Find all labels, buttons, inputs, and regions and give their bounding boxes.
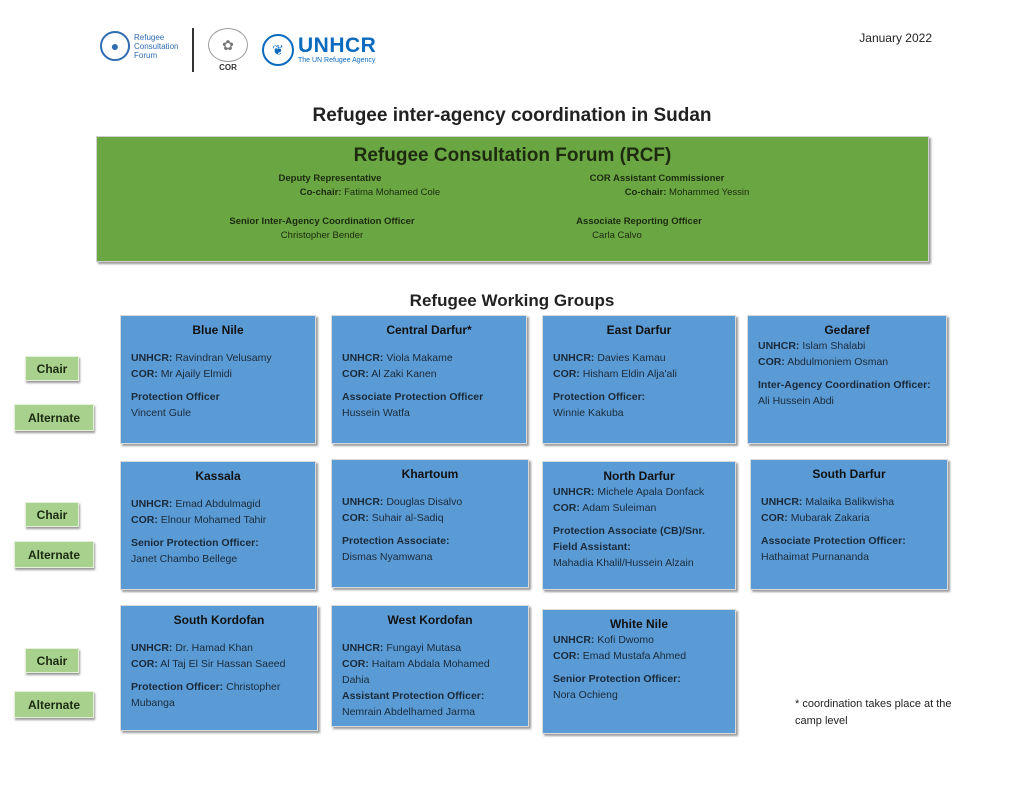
group-unhcr-chair: UNHCR: Douglas Disalvo [342, 496, 463, 508]
group-name: East Darfur [606, 323, 672, 337]
cor-logo-text: COR [219, 63, 237, 72]
person-icon: ● [100, 31, 130, 61]
group-name: North Darfur [603, 469, 675, 483]
unhcr-logo-text: UNHCR [298, 34, 377, 57]
page-title: Refugee inter-agency coordination in Sudan [312, 105, 712, 126]
group-alternate-role: Assistant Protection Officer: [342, 690, 485, 702]
chair-label-row-1: Chair [25, 356, 79, 381]
group-name: Central Darfur* [386, 323, 472, 337]
group-alternate-role: Senior Protection Officer: [553, 673, 681, 685]
group-alternate-name: Ali Hussein Abdi [758, 395, 834, 407]
group-alternate-name: Nemrain Abdelhamed Jarma [342, 706, 476, 718]
rcf-left-name-2: Christopher Bender [280, 230, 364, 241]
rcf-left-name-1: Co-chair: Fatima Mohamed Cole [299, 187, 441, 198]
group-cor-chair: COR: Al Taj El Sir Hassan Saeed [131, 658, 286, 670]
group-white-nile [542, 609, 736, 734]
rcf-right-name-2: Carla Calvo [592, 230, 642, 241]
group-unhcr-chair: UNHCR: Dr. Hamad Khan [131, 642, 253, 654]
group-name: Blue Nile [192, 323, 244, 337]
group-alternate-role: Protection Associate (CB)/Snr. Field Assistant: [553, 525, 705, 553]
rcf-right-name-1: Co-chair: Mohammed Yessin [624, 187, 750, 198]
group-alternate-name: Nora Ochieng [553, 689, 618, 701]
group-cor-chair: COR: Abdulmoniem Osman [758, 356, 889, 368]
group-alternate-role: Protection Associate: [342, 535, 450, 547]
unhcr-tagline: The UN Refugee Agency [298, 57, 376, 64]
footnote: * coordination takes place at the camp level [795, 698, 952, 727]
group-alternate-name: Hussein Watfa [342, 407, 410, 419]
group-unhcr-chair: UNHCR: Fungayi Mutasa [342, 642, 462, 654]
group-name: Kassala [195, 469, 241, 483]
group-alternate: Protection Officer: Christopher Mubanga [131, 681, 281, 709]
group-khartoum [331, 459, 529, 588]
group-cor-chair: COR: Elnour Mohamed Tahir [131, 514, 267, 526]
rcf-left-role-2: Senior Inter-Agency Coordination Officer [229, 216, 415, 227]
group-name: Gedaref [824, 323, 870, 337]
group-cor-chair: COR: Haitam Abdala Mohamed Dahia [342, 658, 490, 686]
group-cor-chair: COR: Mubarak Zakaria [761, 512, 870, 524]
rcf-logo [100, 28, 190, 64]
group-cor-chair: COR: Mr Ajaily Elmidi [131, 368, 232, 380]
group-name: White Nile [609, 617, 668, 631]
group-unhcr-chair: UNHCR: Kofi Dwomo [553, 634, 654, 646]
group-cor-chair: COR: Suhair al-Sadiq [342, 512, 444, 524]
group-alternate-name: Janet Chambo Bellege [131, 553, 238, 565]
group-unhcr-chair: UNHCR: Emad Abdulmagid [131, 498, 261, 510]
group-west-kordofan [331, 605, 529, 727]
seal-icon: ✿ [208, 28, 248, 62]
document-date: January 2022 [859, 31, 932, 45]
group-cor-chair: COR: Adam Suleiman [553, 502, 657, 514]
rcf-title: Refugee Consultation Forum (RCF) [353, 145, 672, 166]
group-unhcr-chair: UNHCR: Viola Makame [342, 352, 453, 364]
group-name: West Kordofan [387, 613, 473, 627]
rcf-right-role-2: Associate Reporting Officer [576, 216, 702, 227]
group-alternate-name: Hathaimat Purnananda [761, 551, 869, 563]
group-unhcr-chair: UNHCR: Michele Apala Donfack [553, 486, 705, 498]
group-gedaref [747, 315, 947, 444]
chair-label-row-2: Chair [25, 502, 79, 527]
rcf-right-role-1: COR Assistant Commissioner [589, 173, 725, 184]
group-cor-chair: COR: Hisham Eldin Alja'ali [553, 368, 677, 380]
rcf-logo-line-1: Refugee [134, 32, 165, 42]
rcf-left-role-1: Deputy Representative [278, 173, 382, 184]
group-alternate-role: Associate Protection Officer [342, 391, 484, 403]
group-alternate-role: Protection Officer: [553, 391, 646, 403]
group-name: South Kordofan [173, 613, 265, 627]
logo-divider [192, 28, 194, 72]
group-central-darfur [331, 315, 527, 444]
group-south-kordofan [120, 605, 318, 731]
group-alternate-name: Vincent Gule [131, 407, 191, 419]
group-cor-chair: COR: Al Zaki Kanen [342, 368, 437, 380]
cor-logo [206, 28, 250, 74]
group-alternate-name: Dismas Nyamwana [342, 551, 433, 563]
group-name: South Darfur [812, 467, 886, 481]
chair-label-row-3: Chair [25, 648, 79, 673]
rcf-logo-line-3: Forum [134, 50, 158, 60]
group-south-darfur [750, 459, 948, 590]
rcf-panel [96, 136, 929, 262]
group-east-darfur [542, 315, 736, 444]
group-unhcr-chair: UNHCR: Davies Kamau [553, 352, 666, 364]
group-alternate-name: Mahadia Khalil/Hussein Alzain [553, 557, 694, 569]
group-cor-chair: COR: Emad Mustafa Ahmed [553, 650, 687, 662]
group-name: Khartoum [401, 467, 459, 481]
group-north-darfur [542, 461, 736, 590]
group-alternate-role: Protection Officer [131, 391, 220, 403]
group-kassala [120, 461, 316, 590]
group-unhcr-chair: UNHCR: Ravindran Velusamy [131, 352, 272, 364]
alternate-label-row-3: Alternate [14, 691, 94, 718]
group-alternate-role: Associate Protection Officer: [761, 535, 906, 547]
unhcr-logo [262, 30, 392, 70]
alternate-label-row-1: Alternate [14, 404, 94, 431]
group-unhcr-chair: UNHCR: Islam Shalabi [758, 340, 866, 352]
rcf-logo-line-2: Consultation [134, 41, 179, 51]
group-blue-nile [120, 315, 316, 444]
group-alternate-role: Inter-Agency Coordination Officer: [758, 379, 931, 391]
group-alternate-name: Winnie Kakuba [553, 407, 624, 419]
group-alternate-role: Senior Protection Officer: [131, 537, 259, 549]
unhcr-emblem-icon: ❦ [262, 34, 294, 66]
alternate-label-row-2: Alternate [14, 541, 94, 568]
group-unhcr-chair: UNHCR: Malaika Balikwisha [761, 496, 895, 508]
working-groups-title: Refugee Working Groups [409, 291, 615, 310]
